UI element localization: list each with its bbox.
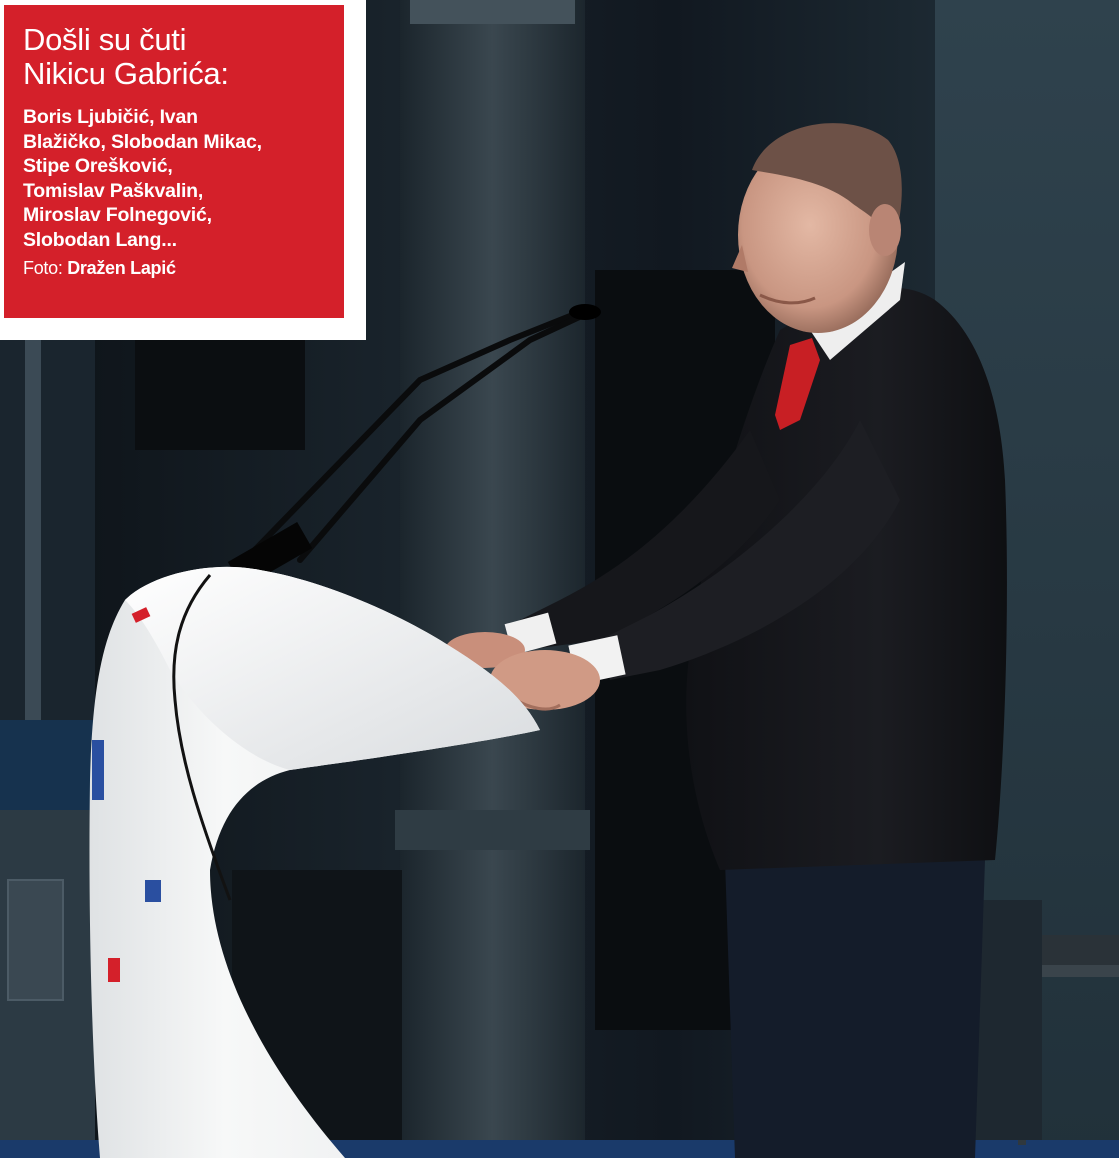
caption-title-line: Nikicu Gabrića:: [23, 56, 229, 91]
caption-frame: [0, 0, 366, 340]
caption-title-line: Došli su čuti: [23, 22, 187, 57]
caption-names-line: Stipe Orešković,: [23, 155, 173, 177]
photo-caption-box: [4, 5, 344, 318]
photo-credit: [23, 256, 330, 280]
caption-names-line: Miroslav Folnegović,: [23, 204, 212, 226]
caption-names-line: Boris Ljubičić, Ivan: [23, 106, 198, 128]
caption-title: [23, 23, 330, 91]
caption-names-line: Blažičko, Slobodan Mikac,: [23, 130, 262, 153]
caption-names-line: Slobodan Lang...: [23, 228, 177, 251]
photo-credit-label: Foto:: [23, 258, 68, 278]
photo-credit-name: Dražen Lapić: [67, 258, 176, 278]
caption-names-list: [23, 105, 330, 252]
caption-names-line: Tomislav Paškvalin,: [23, 179, 204, 202]
